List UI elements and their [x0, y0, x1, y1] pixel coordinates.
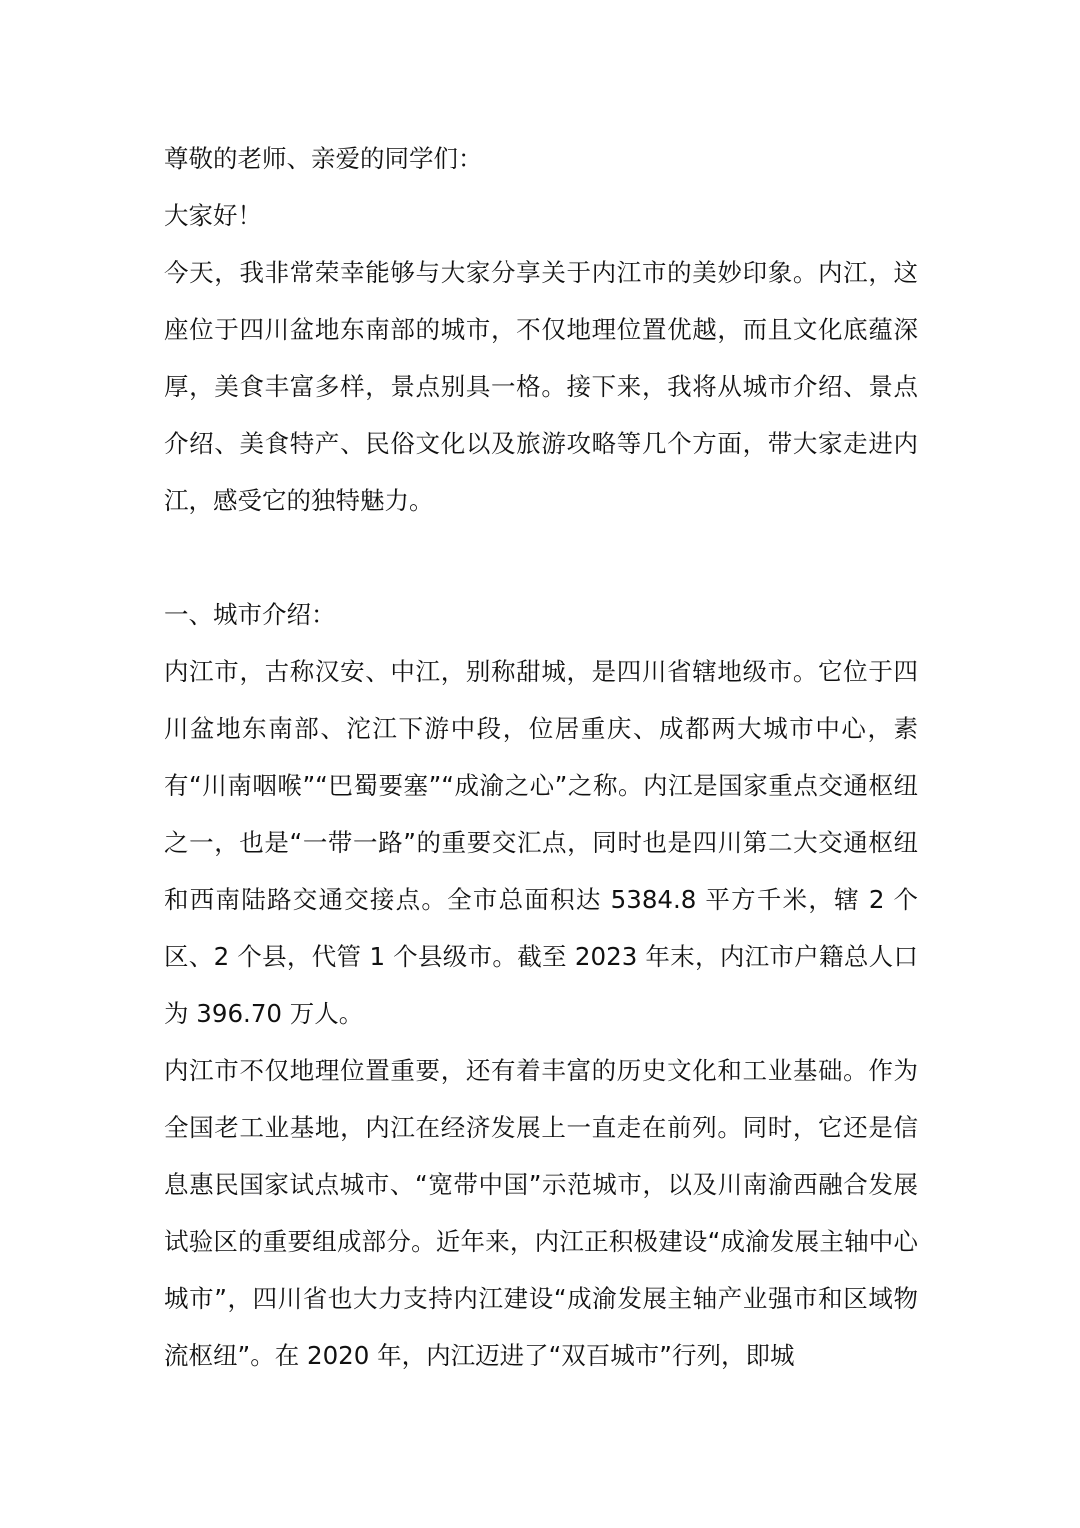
greeting: 大家好！	[164, 201, 262, 230]
paragraph-spacer	[164, 529, 918, 586]
city-intro-paragraph-1: 内江市，古称汉安、中江，别称甜城，是四川省辖地级市。它位于四川盆地东南部、沱江下游中段，位居重庆、成都两大城市中心，素有“川南咽喉”“巴蜀要塞”“成渝之心”之称。内江是国家重点交通枢纽之一，也是“一带一路”的重要交汇点，同时也是四川第二大交通枢纽和西南陆路交通交接点。全市总面积达 5384.8 平方千米，辖 2 个区、2 个县，代管 1 个县级市。截至 2023 年末，内江市户籍总人口为 396.70 万人。	[164, 657, 918, 1028]
section-heading-city-intro: 一、城市介绍：	[164, 600, 336, 629]
document-body	[164, 130, 918, 1384]
intro-paragraph: 今天，我非常荣幸能够与大家分享关于内江市的美妙印象。内江，这座位于四川盆地东南部的城市，不仅地理位置优越，而且文化底蕴深厚，美食丰富多样，景点别具一格。接下来，我将从城市介绍、景点介绍、美食特产、民俗文化以及旅游攻略等几个方面，带大家走进内江，感受它的独特魅力。	[164, 258, 918, 515]
city-intro-paragraph-2: 内江市不仅地理位置重要，还有着丰富的历史文化和工业基础。作为全国老工业基地，内江在经济发展上一直走在前列。同时，它还是信息惠民国家试点城市、“宽带中国”示范城市，以及川南渝西融合发展试验区的重要组成部分。近年来，内江正积极建设“成渝发展主轴中心城市”，四川省也大力支持内江建设“成渝发展主轴产业强市和区域物流枢纽”。在 2020 年，内江迈进了“双百城市”行列，即城	[164, 1056, 918, 1370]
salutation: 尊敬的老师、亲爱的同学们：	[164, 144, 483, 173]
